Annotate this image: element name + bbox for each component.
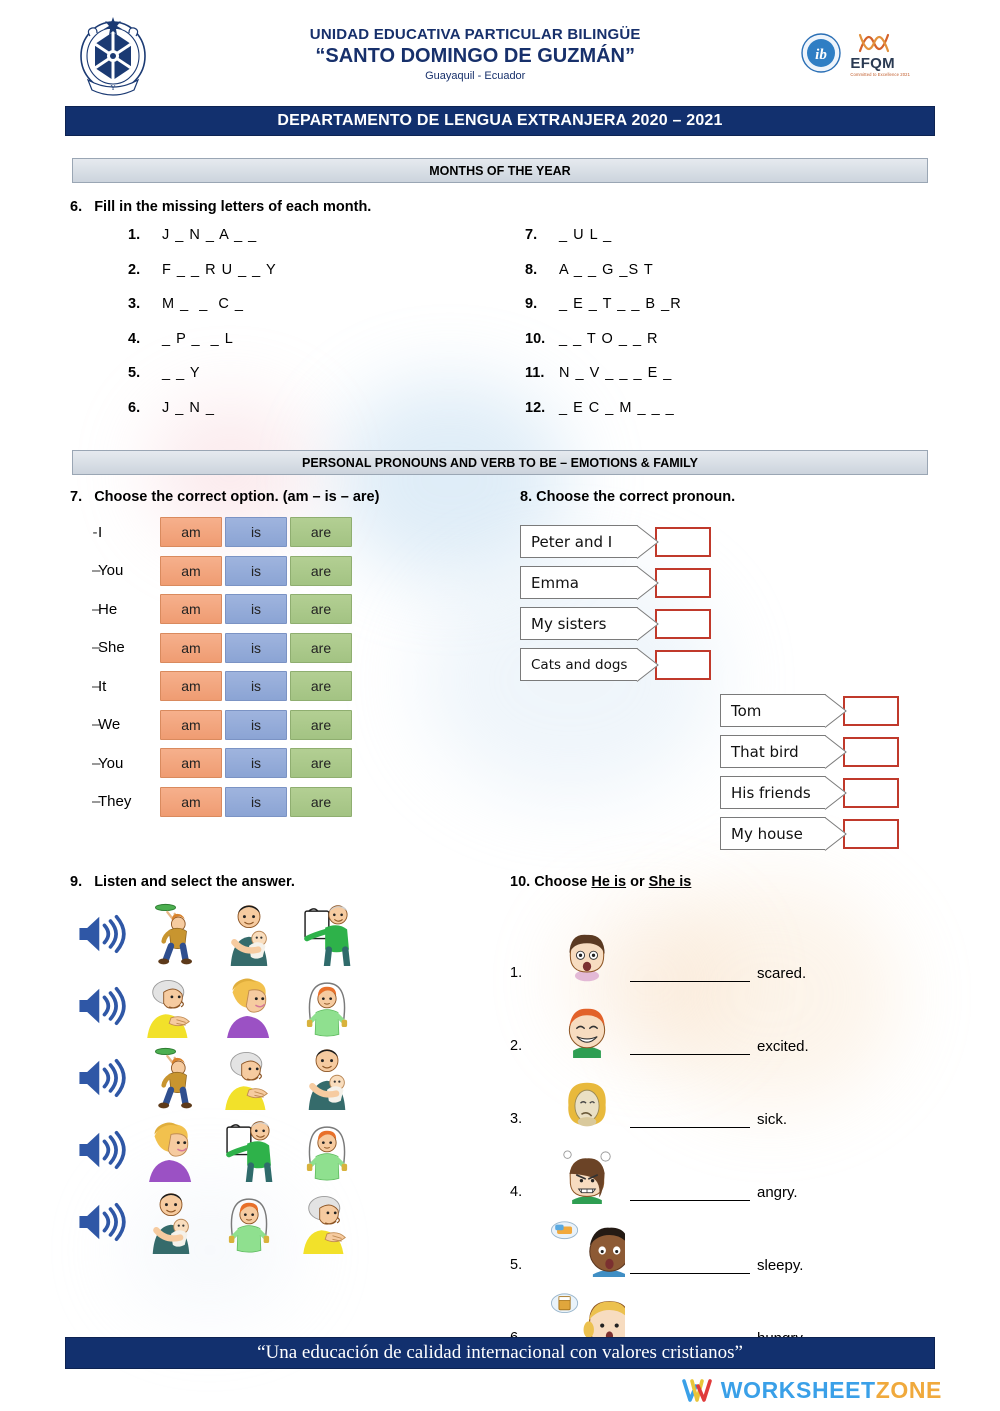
option-are[interactable]: are [290, 556, 352, 586]
emotion-item [510, 912, 1000, 985]
speaker-audio-icon[interactable] [70, 985, 132, 1027]
exercise-10-number: 10. [510, 874, 531, 890]
brand-part-worksheet: WORKSHEET [720, 1377, 876, 1403]
efqm-logo-block [850, 32, 910, 78]
arrow-tip-icon [825, 735, 847, 769]
match-item [720, 772, 1000, 813]
exercise-6-number: 6. [70, 199, 83, 215]
row-dash: – [92, 639, 101, 657]
picture-option[interactable] [210, 1190, 288, 1254]
audio-question-list [70, 900, 500, 1255]
month-item[interactable] [128, 365, 500, 400]
month-item[interactable] [128, 400, 500, 435]
table-row [70, 590, 500, 629]
option-are[interactable]: are [290, 787, 352, 817]
month-pattern: _ U L _ [559, 227, 613, 243]
option-are[interactable]: are [290, 710, 352, 740]
table-row [70, 706, 500, 745]
answer-blank[interactable] [630, 1186, 750, 1201]
emotion-word: sleepy. [757, 1257, 804, 1274]
month-number: 3. [128, 296, 141, 312]
row-dash: – [92, 600, 101, 618]
month-number: 1. [128, 227, 141, 243]
month-number: 10. [525, 330, 546, 347]
month-number: 8. [525, 261, 538, 278]
match-item [720, 731, 1000, 772]
match-label: Emma [520, 566, 638, 599]
pronoun-label: He [98, 600, 118, 618]
picture-option[interactable] [132, 902, 210, 966]
item-number: 4. [510, 1184, 523, 1200]
table-row [70, 783, 500, 822]
speaker-audio-icon[interactable] [70, 1129, 132, 1171]
pronoun-label: I [98, 523, 103, 541]
audio-question-row [70, 1188, 500, 1255]
option-is[interactable]: is [225, 556, 287, 586]
table-row [70, 667, 500, 706]
month-item[interactable] [128, 262, 500, 297]
month-item[interactable] [525, 365, 1000, 400]
option-am[interactable]: am [160, 787, 222, 817]
match-label: Tom [720, 694, 826, 727]
month-number: 12. [525, 399, 546, 416]
option-are[interactable]: are [290, 517, 352, 547]
option-is[interactable]: is [225, 787, 287, 817]
item-number: 1. [510, 965, 523, 981]
month-pattern: _ _ T O _ _ R [559, 330, 659, 347]
month-number: 7. [525, 227, 538, 243]
answer-input-box[interactable] [655, 609, 711, 639]
month-pattern: N _ V _ _ _ E _ [559, 365, 673, 381]
answer-blank[interactable] [630, 1259, 750, 1274]
scared-girl-face [544, 933, 630, 985]
table-row [70, 744, 500, 783]
picture-option[interactable] [210, 1118, 288, 1182]
audio-question-row [70, 900, 500, 967]
answer-input-box[interactable] [655, 527, 711, 557]
row-dash: - [92, 523, 98, 541]
table-row [70, 513, 500, 552]
match-item [520, 644, 1000, 685]
exercise-7-number: 7. [70, 489, 83, 505]
exercise-9 [0, 874, 500, 1350]
exercise-10-option-she: She is [648, 874, 692, 890]
picture-option[interactable] [288, 1046, 366, 1110]
match-label: Cats and dogs [520, 648, 638, 681]
picture-option[interactable] [288, 902, 366, 966]
option-are[interactable]: are [290, 633, 352, 663]
row-dash: – [92, 793, 101, 811]
picture-option[interactable] [288, 1190, 366, 1254]
sentence [630, 965, 806, 985]
month-number: 4. [128, 330, 141, 347]
speaker-audio-icon[interactable] [70, 1201, 132, 1243]
option-am[interactable]: am [160, 710, 222, 740]
picture-option[interactable] [288, 974, 366, 1038]
svg-text:Y: Y [110, 84, 116, 92]
footer-motto-banner: “Una educación de calidad internacional con valores cristianos” [65, 1337, 935, 1369]
item-number: 2. [510, 1038, 523, 1054]
audio-question-row [70, 972, 500, 1039]
exercise-10-option-he: He is [591, 874, 627, 890]
item-number: 5. [510, 1257, 523, 1273]
emotion-item [510, 1131, 1000, 1204]
sentence [630, 1038, 809, 1058]
exercise-8-title [520, 489, 1000, 505]
school-location: Guayaquil - Ecuador [425, 70, 526, 83]
exercise-9-title [70, 874, 500, 890]
exercise-7-instruction: Choose the correct option. (am – is – are) [94, 489, 380, 505]
pronoun-match-group-one [520, 521, 1000, 685]
pronoun-label: It [98, 677, 107, 695]
exercises-7-8-row [0, 489, 1000, 854]
months-column-left [0, 227, 500, 434]
worksheetzone-brand [682, 1377, 942, 1404]
arrow-tip-icon [825, 694, 847, 728]
match-item [520, 521, 1000, 562]
month-pattern: _ E C _ M _ _ _ [559, 399, 675, 416]
exercise-10-title [510, 874, 1000, 890]
option-am[interactable]: am [160, 594, 222, 624]
match-label: My house [720, 817, 826, 850]
school-name-line1: UNIDAD EDUCATIVA PARTICULAR BILINGÜE [309, 26, 641, 44]
picture-option[interactable] [132, 1118, 210, 1182]
arrow-tip-icon [637, 525, 659, 559]
option-am[interactable]: am [160, 517, 222, 547]
answer-blank[interactable] [630, 1113, 750, 1128]
svg-text:ib: ib [815, 46, 828, 63]
month-item[interactable] [525, 400, 1000, 435]
department-banner: DEPARTAMENTO DE LENGUA EXTRANJERA 2020 – 2021 [65, 106, 935, 136]
picture-option[interactable] [210, 902, 288, 966]
ib-logo-icon [800, 32, 842, 79]
month-item[interactable] [525, 331, 1000, 366]
row-dash: – [92, 716, 101, 734]
exercise-10-instruction-prefix: Choose [534, 874, 592, 890]
option-are[interactable]: are [290, 671, 352, 701]
table-row [70, 629, 500, 668]
answer-input-box[interactable] [655, 650, 711, 680]
exercise-6-title [70, 199, 1000, 215]
month-pattern: J _ N _ [162, 399, 215, 416]
item-number: 3. [510, 1111, 523, 1127]
month-pattern: F _ _ R U _ _ Y [162, 261, 277, 278]
picture-option[interactable] [288, 1118, 366, 1182]
option-are[interactable]: are [290, 594, 352, 624]
answer-blank[interactable] [630, 967, 750, 982]
school-title-block [150, 27, 800, 83]
months-columns [0, 227, 1000, 434]
option-is[interactable]: is [225, 710, 287, 740]
emotion-item [510, 1058, 1000, 1131]
month-number: 11. [525, 365, 545, 381]
month-item[interactable] [128, 296, 500, 331]
pronoun-label: She [98, 639, 125, 657]
option-is[interactable]: is [225, 633, 287, 663]
exercise-8-instruction: Choose the correct pronoun. [536, 489, 736, 505]
answer-blank[interactable] [630, 1040, 750, 1055]
emotion-item [510, 1204, 1000, 1277]
angry-girl-face [544, 1148, 630, 1204]
pronoun-option-table [70, 513, 500, 821]
emotion-sentence-list [510, 912, 1000, 1350]
answer-input-box[interactable] [843, 696, 899, 726]
pronoun-label: You [98, 754, 124, 772]
arrow-tip-icon [637, 607, 659, 641]
month-pattern: A _ _ G _S T [559, 261, 654, 278]
answer-input-box[interactable] [843, 737, 899, 767]
month-number: 6. [128, 399, 141, 416]
sentence [630, 1184, 798, 1204]
arrow-tip-icon [825, 817, 847, 851]
school-name-line2: “SANTO DOMINGO DE GUZMÁN” [315, 45, 636, 68]
row-dash: – [92, 754, 101, 772]
emotion-word: scared. [757, 965, 807, 982]
sick-girl-face [544, 1079, 630, 1131]
option-is[interactable]: is [225, 517, 287, 547]
arrow-tip-icon [637, 566, 659, 600]
month-pattern: _ P _ _ L [162, 330, 234, 347]
picture-option[interactable] [132, 1190, 210, 1254]
option-is[interactable]: is [225, 748, 287, 778]
pronoun-match-group-two [720, 690, 1000, 854]
exercise-9-number: 9. [70, 874, 83, 890]
answer-input-box[interactable] [843, 819, 899, 849]
match-item [720, 813, 1000, 854]
match-item [520, 603, 1000, 644]
efqm-name: EFQM [850, 54, 895, 72]
sleepy-boy-face [544, 1219, 630, 1277]
month-number: 2. [128, 261, 141, 278]
section-header-pronouns: PERSONAL PRONOUNS AND VERB TO BE – EMOTIONS & FAMILY [72, 450, 928, 475]
picture-option[interactable] [210, 974, 288, 1038]
month-item[interactable] [128, 331, 500, 366]
answer-input-box[interactable] [655, 568, 711, 598]
option-are[interactable]: are [290, 748, 352, 778]
emotion-word: excited. [757, 1038, 809, 1055]
efqm-logo-icon [856, 32, 892, 54]
month-pattern: M _ _ C _ [162, 296, 244, 312]
accreditation-logos [800, 32, 910, 79]
month-item[interactable] [525, 262, 1000, 297]
speaker-audio-icon[interactable] [70, 913, 132, 955]
emotion-word: sick. [757, 1111, 787, 1128]
pronoun-label: You [98, 562, 124, 580]
exercise-8 [500, 489, 1000, 854]
match-label: My sisters [520, 607, 638, 640]
month-item[interactable] [525, 227, 1000, 262]
month-number: 5. [128, 365, 141, 381]
exercise-8-number: 8. [520, 489, 533, 505]
month-item[interactable] [525, 296, 1000, 331]
option-am[interactable]: am [160, 748, 222, 778]
emotion-item [510, 985, 1000, 1058]
row-dash: – [92, 677, 101, 695]
match-label: Peter and I [520, 525, 638, 558]
table-row [70, 552, 500, 591]
picture-option[interactable] [132, 974, 210, 1038]
school-crest-icon [76, 14, 150, 96]
option-is[interactable]: is [225, 671, 287, 701]
audio-question-row [70, 1116, 500, 1183]
worksheetzone-text [721, 1377, 942, 1404]
section-header-months: MONTHS OF THE YEAR [72, 158, 928, 183]
row-dash: – [92, 562, 101, 580]
speaker-audio-icon[interactable] [70, 1057, 132, 1099]
worksheetzone-w-icon [682, 1378, 712, 1404]
excited-boy-face [544, 1006, 630, 1058]
audio-question-row [70, 1044, 500, 1111]
option-is[interactable]: is [225, 594, 287, 624]
exercise-10-instruction-mid: or [626, 874, 649, 890]
pronoun-label: We [98, 716, 121, 734]
exercise-10 [500, 874, 1000, 1350]
match-item [520, 562, 1000, 603]
page-header [0, 0, 1000, 100]
efqm-subtitle: Committed to Excellence 2021 [850, 71, 910, 77]
months-column-right [500, 227, 1000, 434]
option-am[interactable]: am [160, 633, 222, 663]
match-label: That bird [720, 735, 826, 768]
month-item[interactable] [128, 227, 500, 262]
exercise-9-instruction: Listen and select the answer. [94, 874, 295, 890]
exercise-6-instruction: Fill in the missing letters of each month. [94, 199, 372, 215]
emotion-word: angry. [757, 1184, 798, 1201]
answer-input-box[interactable] [843, 778, 899, 808]
brand-part-zone: ZONE [875, 1377, 942, 1403]
picture-option[interactable] [132, 1046, 210, 1110]
option-am[interactable]: am [160, 671, 222, 701]
exercise-7 [0, 489, 500, 854]
exercises-9-10-row [0, 874, 1000, 1350]
exercise-7-title [70, 489, 500, 505]
month-pattern: _ _ Y [162, 365, 201, 381]
month-pattern: _ E _ T _ _ B _R [559, 296, 682, 312]
picture-option[interactable] [210, 1046, 288, 1110]
pronoun-label: They [98, 793, 132, 811]
arrow-tip-icon [825, 776, 847, 810]
sentence [630, 1257, 803, 1277]
month-pattern: J _ N _ A _ _ [162, 227, 258, 243]
arrow-tip-icon [637, 648, 659, 682]
exercise-6 [0, 199, 1000, 434]
match-item [720, 690, 1000, 731]
match-label: His friends [720, 776, 826, 809]
month-number: 9. [525, 296, 538, 312]
option-am[interactable]: am [160, 556, 222, 586]
sentence [630, 1111, 787, 1131]
